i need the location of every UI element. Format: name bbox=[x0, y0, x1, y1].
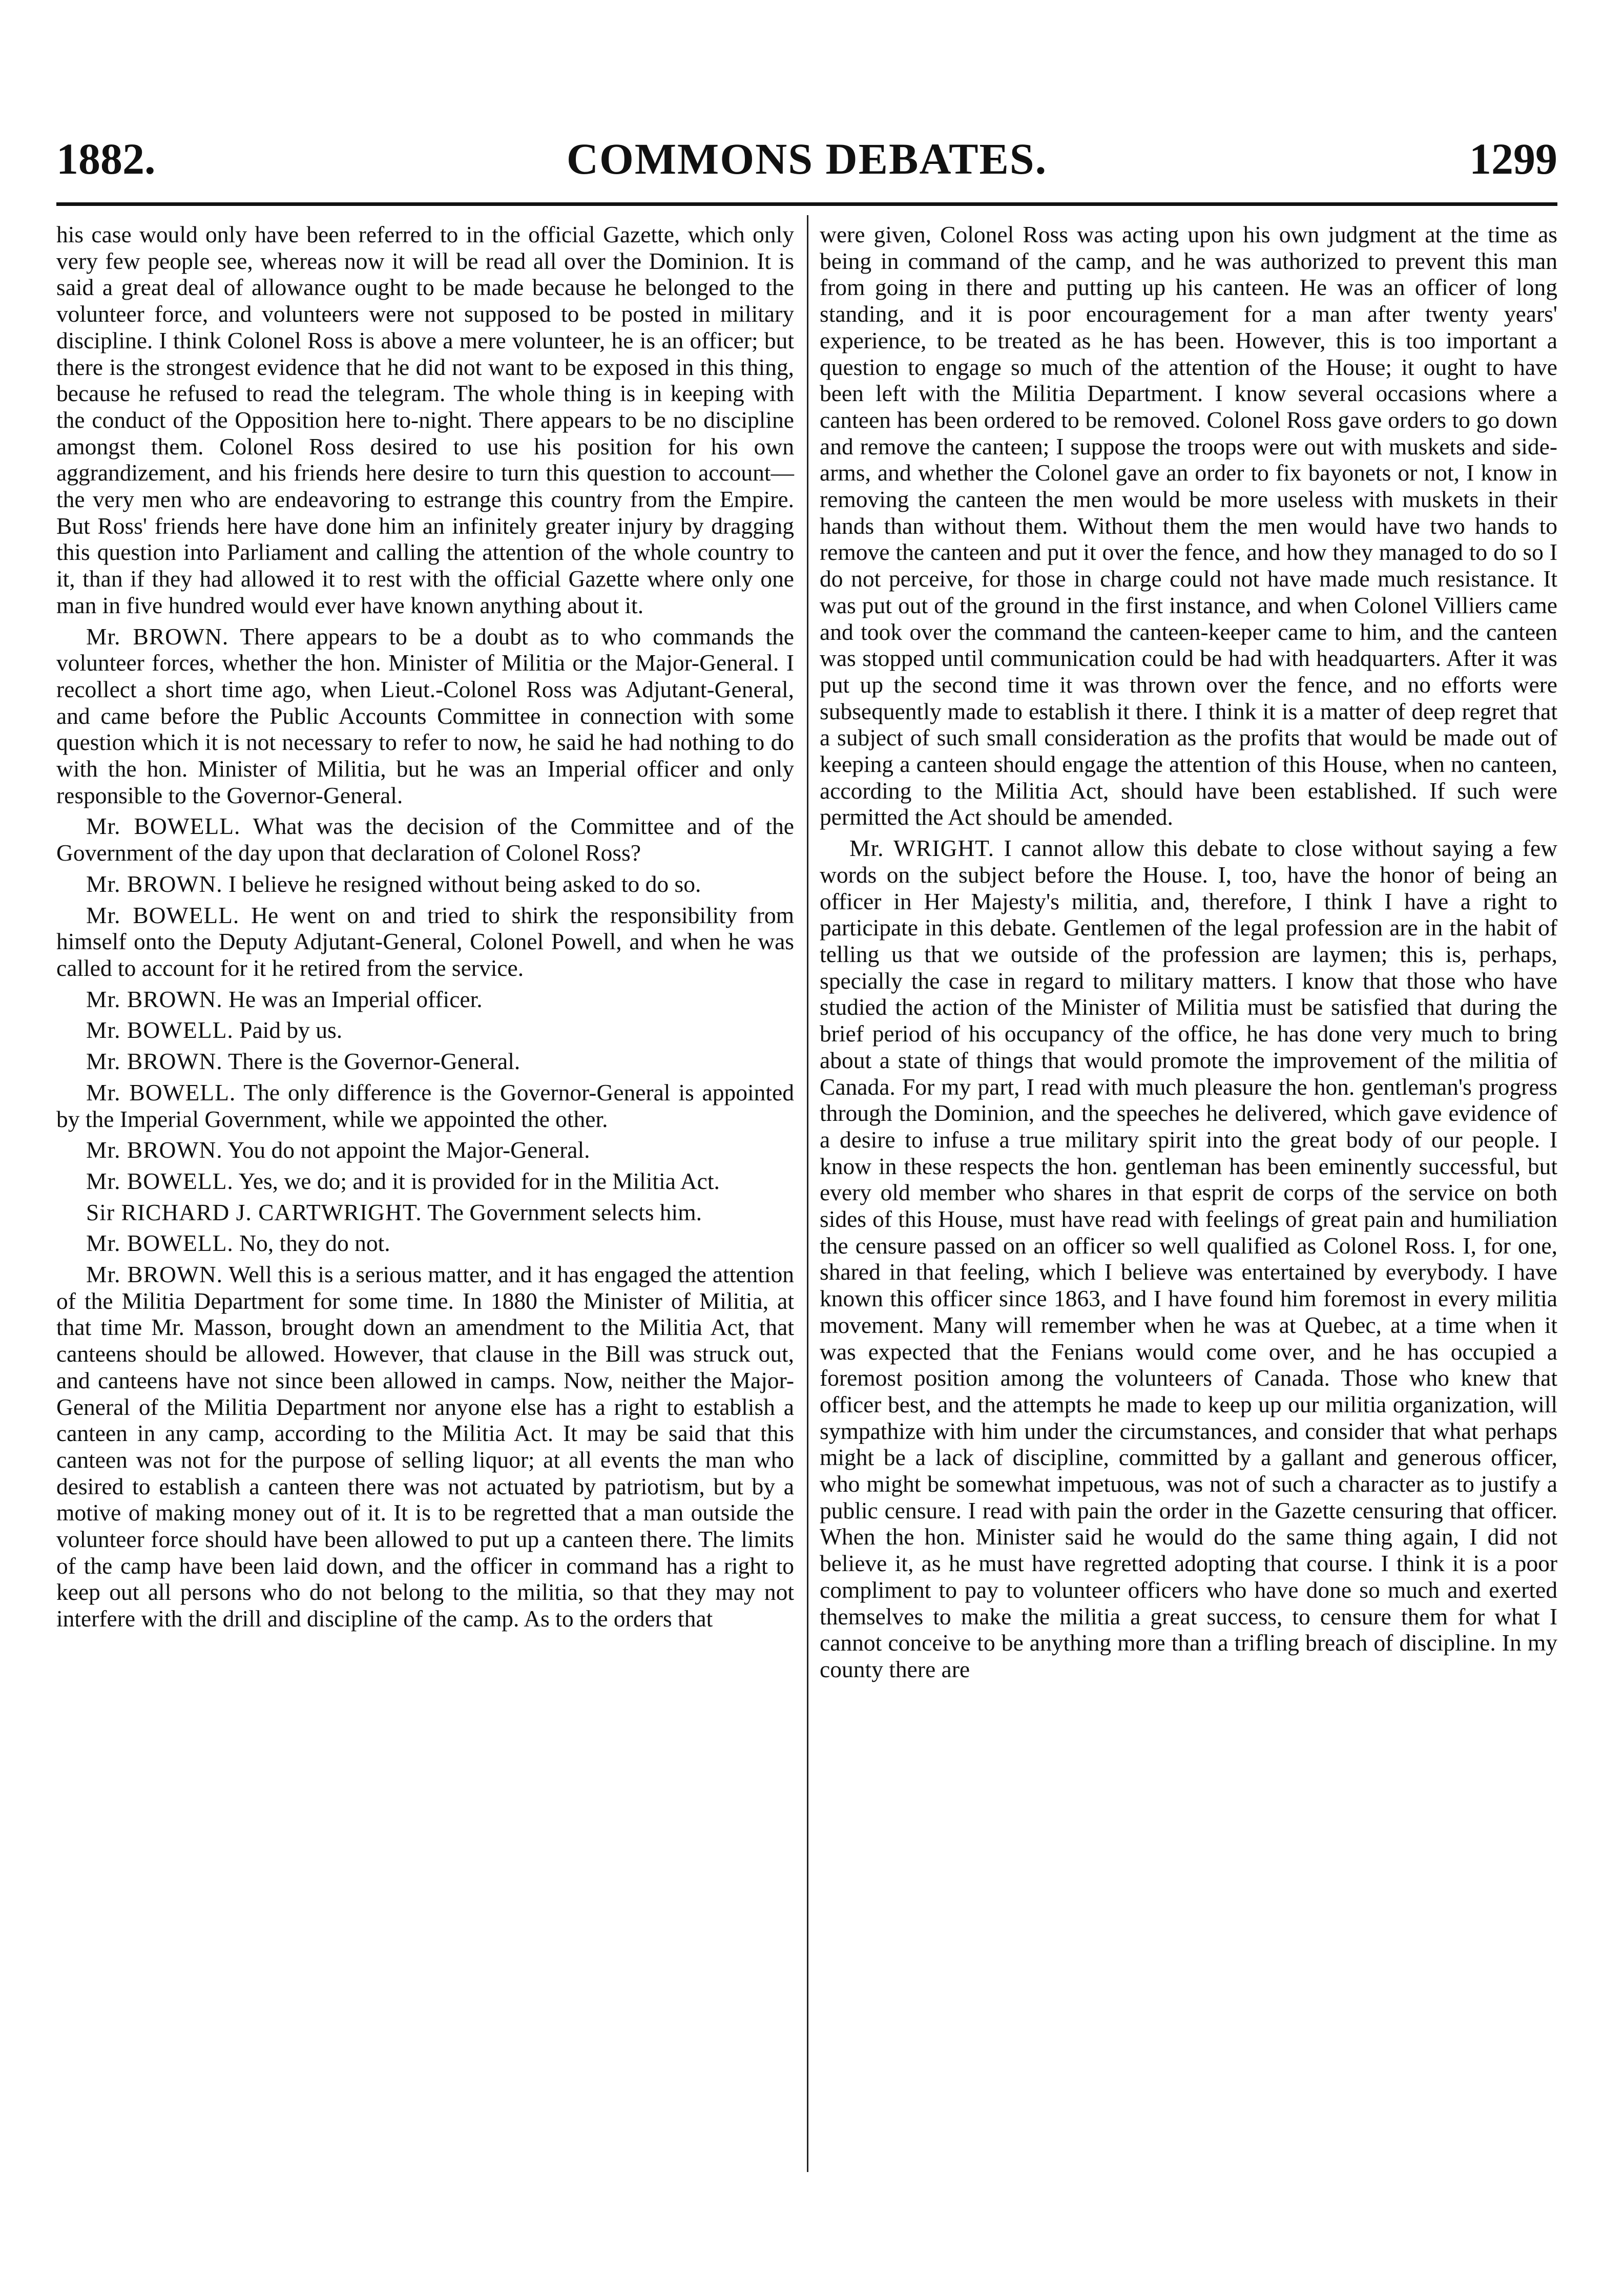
right-column bbox=[820, 221, 1557, 1687]
paragraph-text: There is the Governor-General. bbox=[228, 1048, 520, 1075]
page-header bbox=[56, 131, 1557, 187]
paragraph bbox=[56, 1048, 794, 1075]
paragraph bbox=[56, 902, 794, 982]
header-year: 1882. bbox=[56, 134, 156, 183]
speaker-name: Mr. WRIGHT. bbox=[849, 835, 994, 862]
speaker-name: Mr. BROWN. bbox=[86, 870, 223, 897]
paragraph bbox=[820, 835, 1557, 1683]
header-rule bbox=[56, 202, 1557, 206]
speaker-name: Mr. BOWELL. bbox=[86, 1079, 236, 1105]
speaker-name: Mr. BOWELL. bbox=[86, 902, 240, 928]
header-title: COMMONS DEBATES. bbox=[566, 134, 1048, 183]
speaker-name: Mr. BROWN. bbox=[86, 623, 229, 650]
paragraph bbox=[56, 221, 794, 619]
paragraph-text: He was an Imperial officer. bbox=[228, 986, 483, 1012]
paragraph-text: The Government selects him. bbox=[427, 1199, 702, 1225]
speaker-name: Mr. BOWELL. bbox=[86, 813, 241, 840]
paragraph bbox=[56, 1199, 794, 1226]
paragraph-text: Paid by us. bbox=[239, 1017, 343, 1043]
paragraph bbox=[820, 221, 1557, 830]
paragraph-text: his case would only have been referred to in the official Gazette, which only very few people see, whereas now it will be read all over the Dominion. It is said a great deal of allowance ought to be made because he belonged to the volunteer force, and volunteers were not supposed to be posted in military discipline. I think Colonel Ross is above a mere volunteer, he is an officer; but there is the strongest evidence that he did not want to be exposed in this thing, because he refused to read the telegram. The whole thing is in keeping with the conduct of the Opposition here to-night. There appears to be no discipline amongst them. Colonel Ross desired to use his position for his own aggrandizement, and his friends here desire to turn this question to account—the very men who are endeavoring to estrange this country from the Empire. But Ross' friends here have done him an infinitely greater injury by dragging this question into Parliament and calling the attention of the whole country to it, than if they had allowed it to rest with the official Gazette where only one man in five hundred would ever have known anything about it. bbox=[56, 221, 794, 618]
speaker-name: Mr. BROWN. bbox=[86, 1261, 223, 1288]
speaker-name: Mr. BROWN. bbox=[86, 986, 223, 1012]
paragraph bbox=[56, 1079, 794, 1132]
paragraph-text: No, they do not. bbox=[239, 1230, 390, 1257]
paragraph-text: I cannot allow this debate to close without saying a few words on the subject before the House. I, too, have the honor of being an officer in Her Majesty's militia, and, therefore, I think I have a right to participate in this debate. Gentlemen of the legal profession are in the habit of telling us that we outside of the profession are laymen; this is, perhaps, specially the case in regard to military matters. I know that those who have studied the action of the Minister of Militia must be satisfied that during the brief period of his occupancy of the office, he has done very much to bring about a state of things that would promote the improvement of the militia of Canada. For my part, I read with much pleasure the hon. gentleman's progress through the Dominion, and the speeches he delivered, which gave evidence of a desire to infuse a true military spirit into the great body of our people. I know in these respects the hon. gentleman has been eminently successful, but every old member who shares in that esprit de corps of the service on both sides of this House, must have read with feelings of great pain and humiliation the censure passed on an officer so well qualified as Colonel Ross. I, for one, shared in that feeling, which I believe was entertained by everybody. I have known this officer since 1863, and I have found him foremost in every militia movement. Many will remember when he was at Quebec, at a time when it was expected that the Fenians would come over, and he has occupied a foremost position among the volunteers of Canada. Those who knew that officer best, and the attempts he made to keep up our militia organization, will sympathize with him under the circumstances, and consider that what perhaps might be a lack of discipline, committed by a gallant and generous officer, who might be somewhat impetuous, was not of such a character as to justify a public censure. I read with pain the order in the Gazette censuring that officer. When the hon. Minister said he would do the same thing again, I did not believe it, as he must have regretted adopting that course. I think it is a poor compliment to pay to volunteer officers who have done so much and exerted themselves to make the militia a great success, to censure them for what I cannot conceive to be anything more than a trifling breach of discipline. In my county there are bbox=[820, 835, 1558, 1682]
paragraph bbox=[56, 871, 794, 897]
paragraph-text: I believe he resigned without being asked to do so. bbox=[228, 870, 701, 897]
speaker-name: Mr. BOWELL. bbox=[86, 1167, 234, 1194]
paragraph-text: There appears to be a doubt as to who commands the volunteer forces, whether the hon. Minister of Militia or the Major-General. I recollect a short time ago, when Lieut.-Colonel Ross was Adjutant-General, and came before the Public Accounts Committee in connection with some question which it is not necessary to refer to now, he said he had nothing to do with the hon. Minister of Militia, but he was an Imperial officer and only responsible to the Governor-General. bbox=[56, 623, 794, 808]
speaker-name: Mr. BOWELL. bbox=[86, 1017, 234, 1043]
paragraph bbox=[56, 1230, 794, 1257]
paragraph bbox=[56, 1137, 794, 1163]
speaker-name: Mr. BROWN. bbox=[86, 1137, 223, 1163]
paragraph bbox=[56, 813, 794, 866]
paragraph-text: The only difference is the Governor-General is appointed by the Imperial Government, while we appointed the other. bbox=[56, 1079, 794, 1132]
paragraph-text: Well this is a serious matter, and it has engaged the attention of the Militia Department for some time. In 1880 the Minister of Militia, at that time Mr. Masson, brought down an amendment to the Militia Act, that canteens should be allowed. However, that clause in the Bill was struck out, and canteens have not since been allowed in camps. Now, neither the Major-General of the Militia Department nor anyone else has a right to establish a canteen in any camp, according to the Militia Act. It may be said that this canteen was not for the purpose of selling liquor; at all events the man who desired to establish a canteen there was not actuated by patriotism, but by a motive of making money out of it. It is to be regretted that a man outside the volunteer force should have been allowed to put up a canteen there. The limits of the camp have been laid down, and the officer in command has a right to keep out all persons who do not belong to the militia, so that they may not interfere with the drill and discipline of the camp. As to the orders that bbox=[56, 1261, 794, 1632]
paragraph bbox=[56, 1017, 794, 1043]
paragraph-text: were given, Colonel Ross was acting upon his own judgment at the time as being in command of the camp, and he was authorized to prevent this man from going in there and putting up his canteen. He was an officer of long standing, and it is poor encouragement for a man after twenty years' experience, to be treated as he has been. However, this is too important a question to engage so much of the attention of the House; it ought to have been left with the Militia Department. I know several occasions where a canteen has been ordered to be removed. Colonel Ross gave orders to go down and remove the canteen; I suppose the troops were out with muskets and side-arms, and whether the Colonel gave an order to fix bayonets or not, I know in removing the canteen the men would be more useless with muskets in their hands than without them. Without them the men would have two hands to remove the canteen and put it over the fence, and how they managed to do so I do not perceive, for those in charge could not have made much resistance. It was put out of the ground in the first instance, and when Colonel Villiers came and took over the command the canteen-keeper came to him, and the canteen was stopped until communication could be had with headquarters. After it was put up the second time it was thrown over the fence, and no efforts were subsequently made to establish it there. I think it is a matter of deep regret that a subject of such small consideration as the profits that would be made out of keeping a canteen should engage the attention of this House, when no canteen, according to the Militia Act, should have been established. If such were permitted the Act should be amended. bbox=[820, 221, 1557, 830]
column-divider bbox=[807, 215, 808, 2172]
paragraph-text: Yes, we do; and it is provided for in the Militia Act. bbox=[238, 1167, 720, 1194]
speaker-name: Mr. BROWN. bbox=[86, 1048, 223, 1075]
paragraph bbox=[56, 623, 794, 809]
speaker-name: Mr. BOWELL. bbox=[86, 1230, 234, 1257]
paragraph-text: He went on and tried to shirk the responsibility from himself onto the Deputy Adjutant-General, Colonel Powell, and when he was called to account for it he retired from the service. bbox=[56, 902, 794, 981]
paragraph bbox=[56, 1168, 794, 1195]
newspaper-page bbox=[56, 0, 1557, 2296]
paragraph bbox=[56, 1261, 794, 1632]
speaker-name: Sir RICHARD J. CARTWRIGHT. bbox=[86, 1199, 422, 1225]
paragraph bbox=[56, 986, 794, 1013]
left-column bbox=[56, 221, 794, 1637]
paragraph-text: You do not appoint the Major-General. bbox=[227, 1137, 590, 1163]
paragraph-text: What was the decision of the Committee and of the Government of the day upon that declaration of Colonel Ross? bbox=[56, 813, 794, 866]
header-page-number: 1299 bbox=[1469, 134, 1557, 183]
